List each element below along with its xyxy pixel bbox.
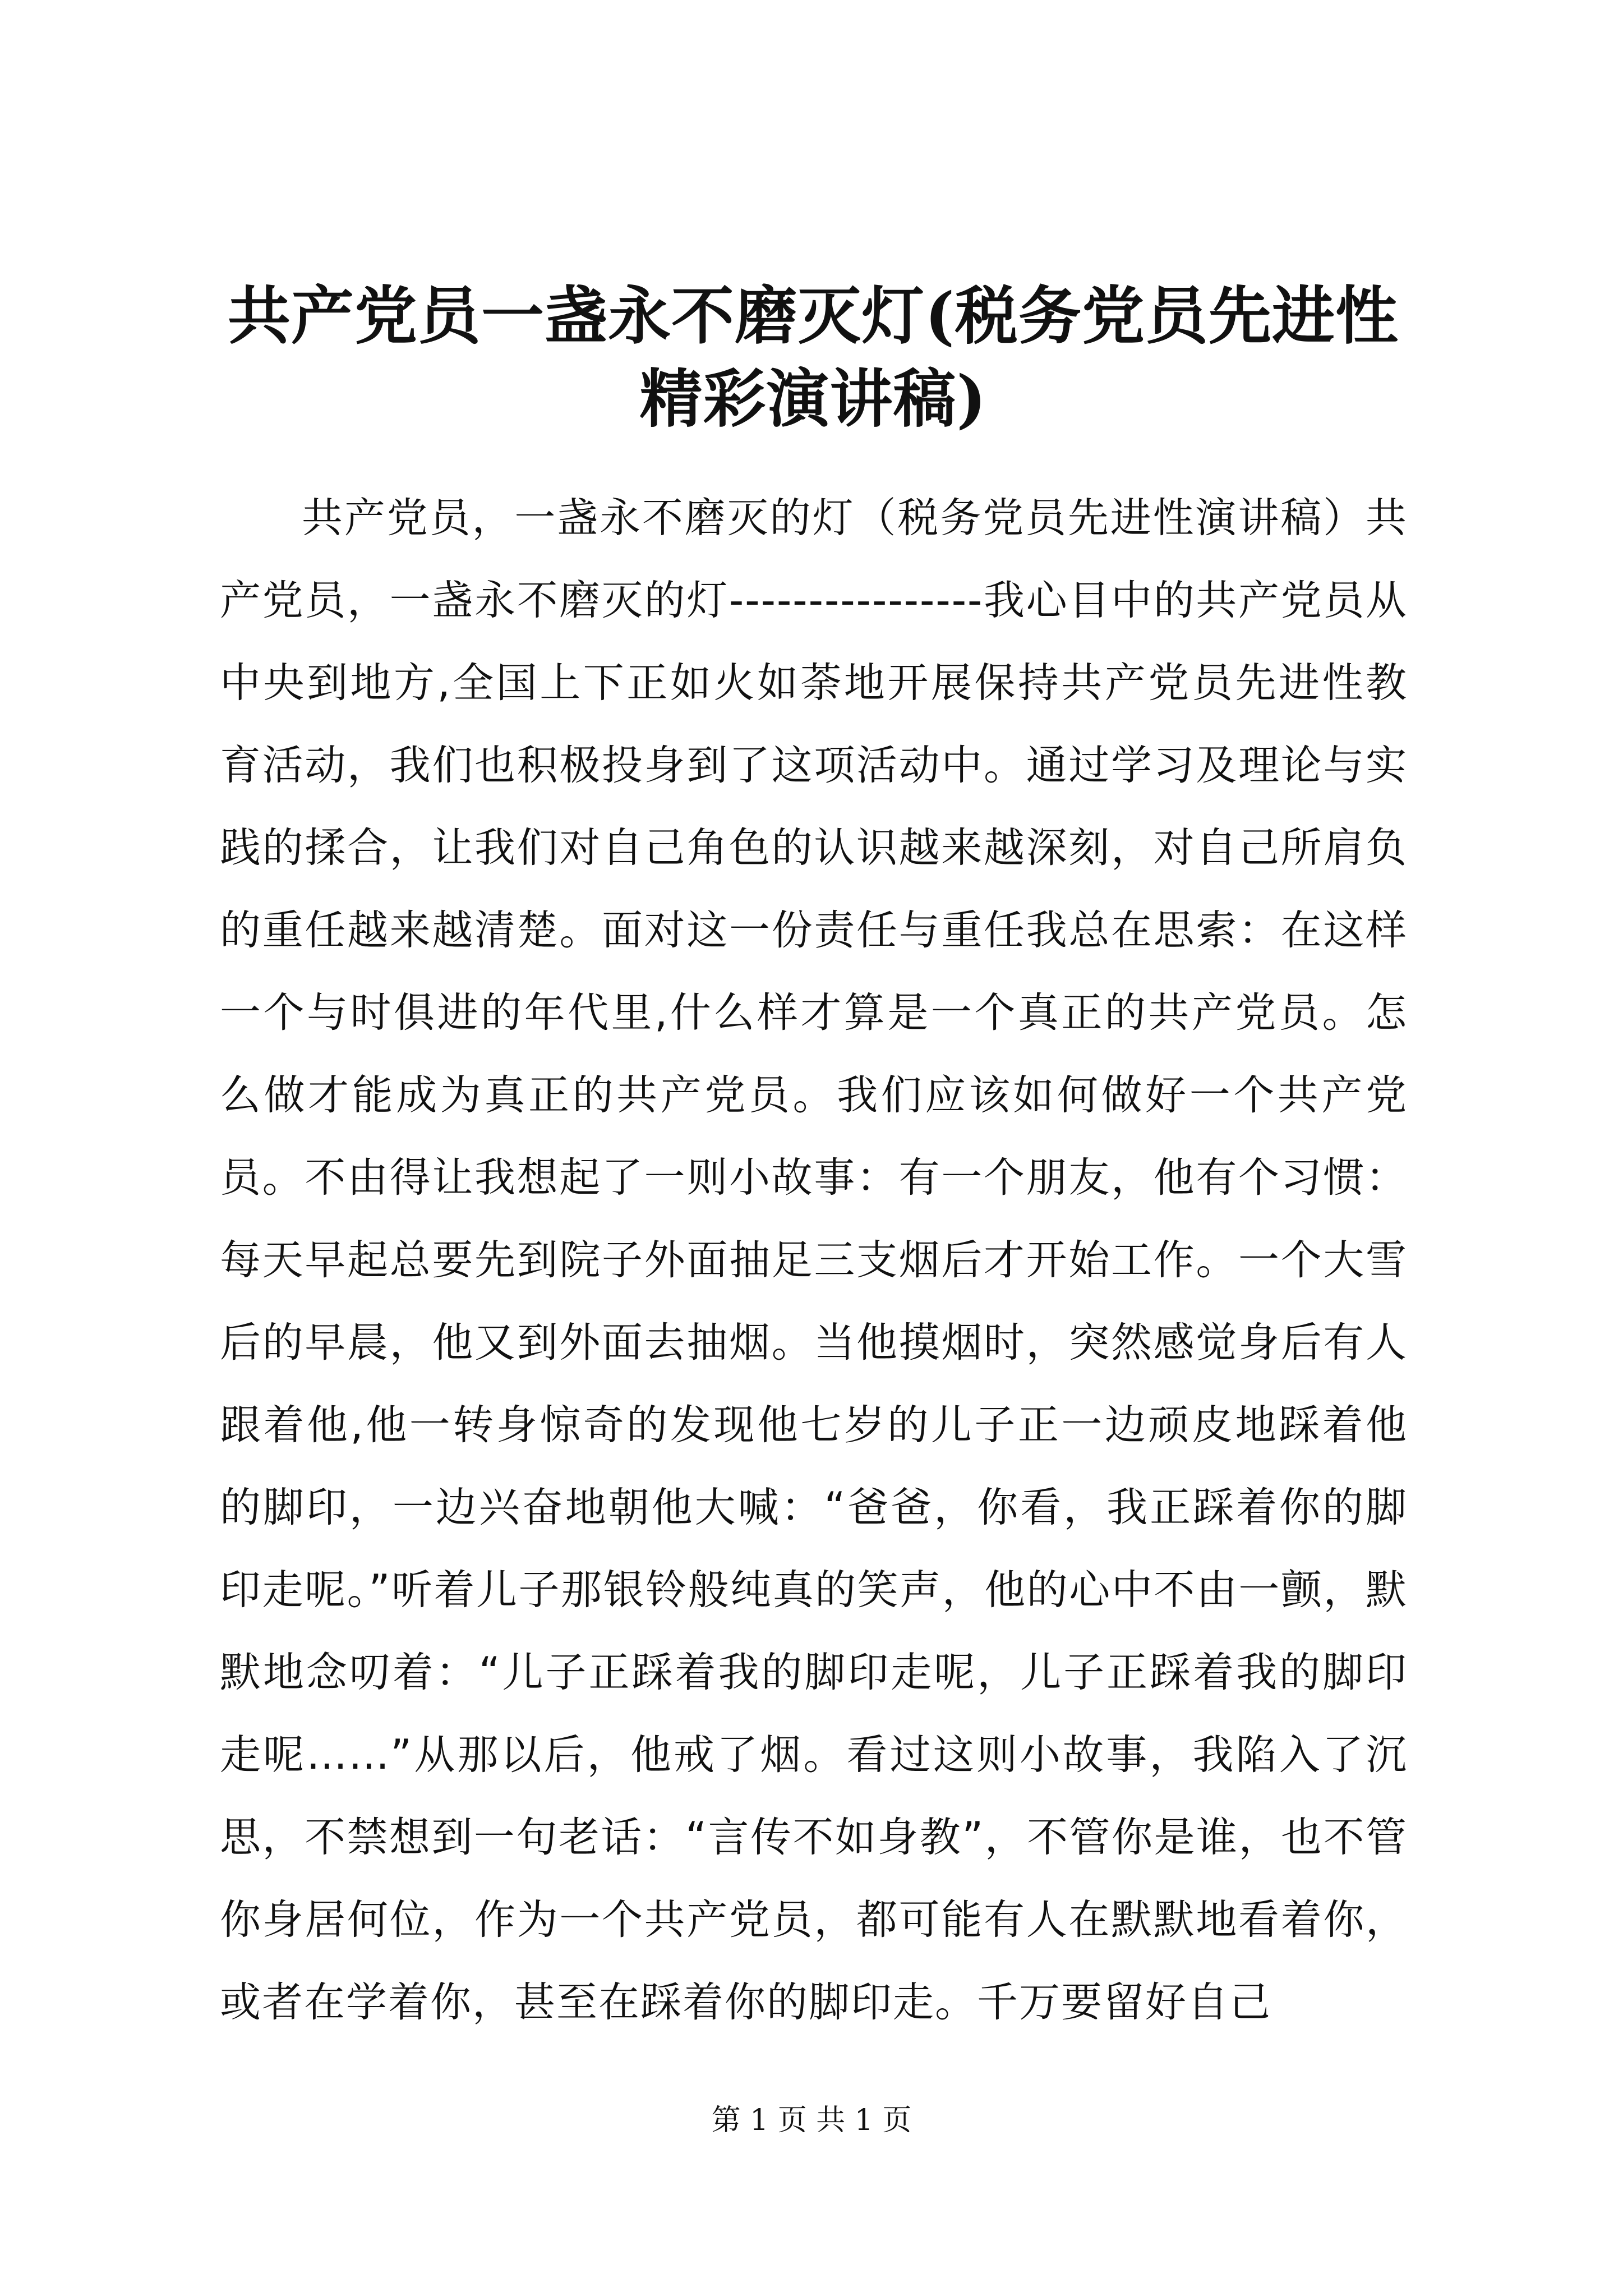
document-title: 共产党员一盏永不磨灭灯(税务党员先进性精彩演讲稿) [228, 279, 1399, 436]
body-paragraph: 共产党员，一盏永不磨灭的灯（税务党员先进性演讲稿）共产党员，一盏永不磨灭的灯----------------我心目中的共产党员从中央到地方,全国上下正如火如荼地开展保持共产党员先进性教育活动，我们也积极投身到了这项活动中。通过学习及理论与实践的揉合，让我们对自己角色的认识越来越深刻，对自己所肩负的重任越来越清楚。面对这一份责任与重任我总在思索：在这样一个与时俱进的年代里,什么样才算是一个真正的共产党员。怎么做才能成为真正的共产党员。我们应该如何做好一个共产党员。不由得让我想起了一则小故事：有一个朋友，他有个习惯：每天早起总要先到院子外面抽足三支烟后才开始工作。一个大雪后的早晨，他又到外面去抽烟。当他摸烟时，突然感觉身后有人跟着他,他一转身惊奇的发现他七岁的儿子正一边顽皮地踩着他的脚印，一边兴奋地朝他大喊：“爸爸，你看，我正踩着你的脚印走呢。”听着儿子那银铃般纯真的笑声，他的心中不由一颤，默默地念叨着：“儿子正踩着我的脚印走呢，儿子正踩着我的脚印走呢……”从那以后，他戒了烟。看过这则小故事，我陷入了沉思，不禁想到一句老话：“言传不如身教”，不管你是谁，也不管你身居何位，作为一个共产党员，都可能有人在默默地看着你，或者在学着你，甚至在踩着你的脚印走。千万要留好自己 [220, 494, 1408, 2026]
page-footer: 第 1 页 共 1 页 [711, 2104, 912, 2137]
